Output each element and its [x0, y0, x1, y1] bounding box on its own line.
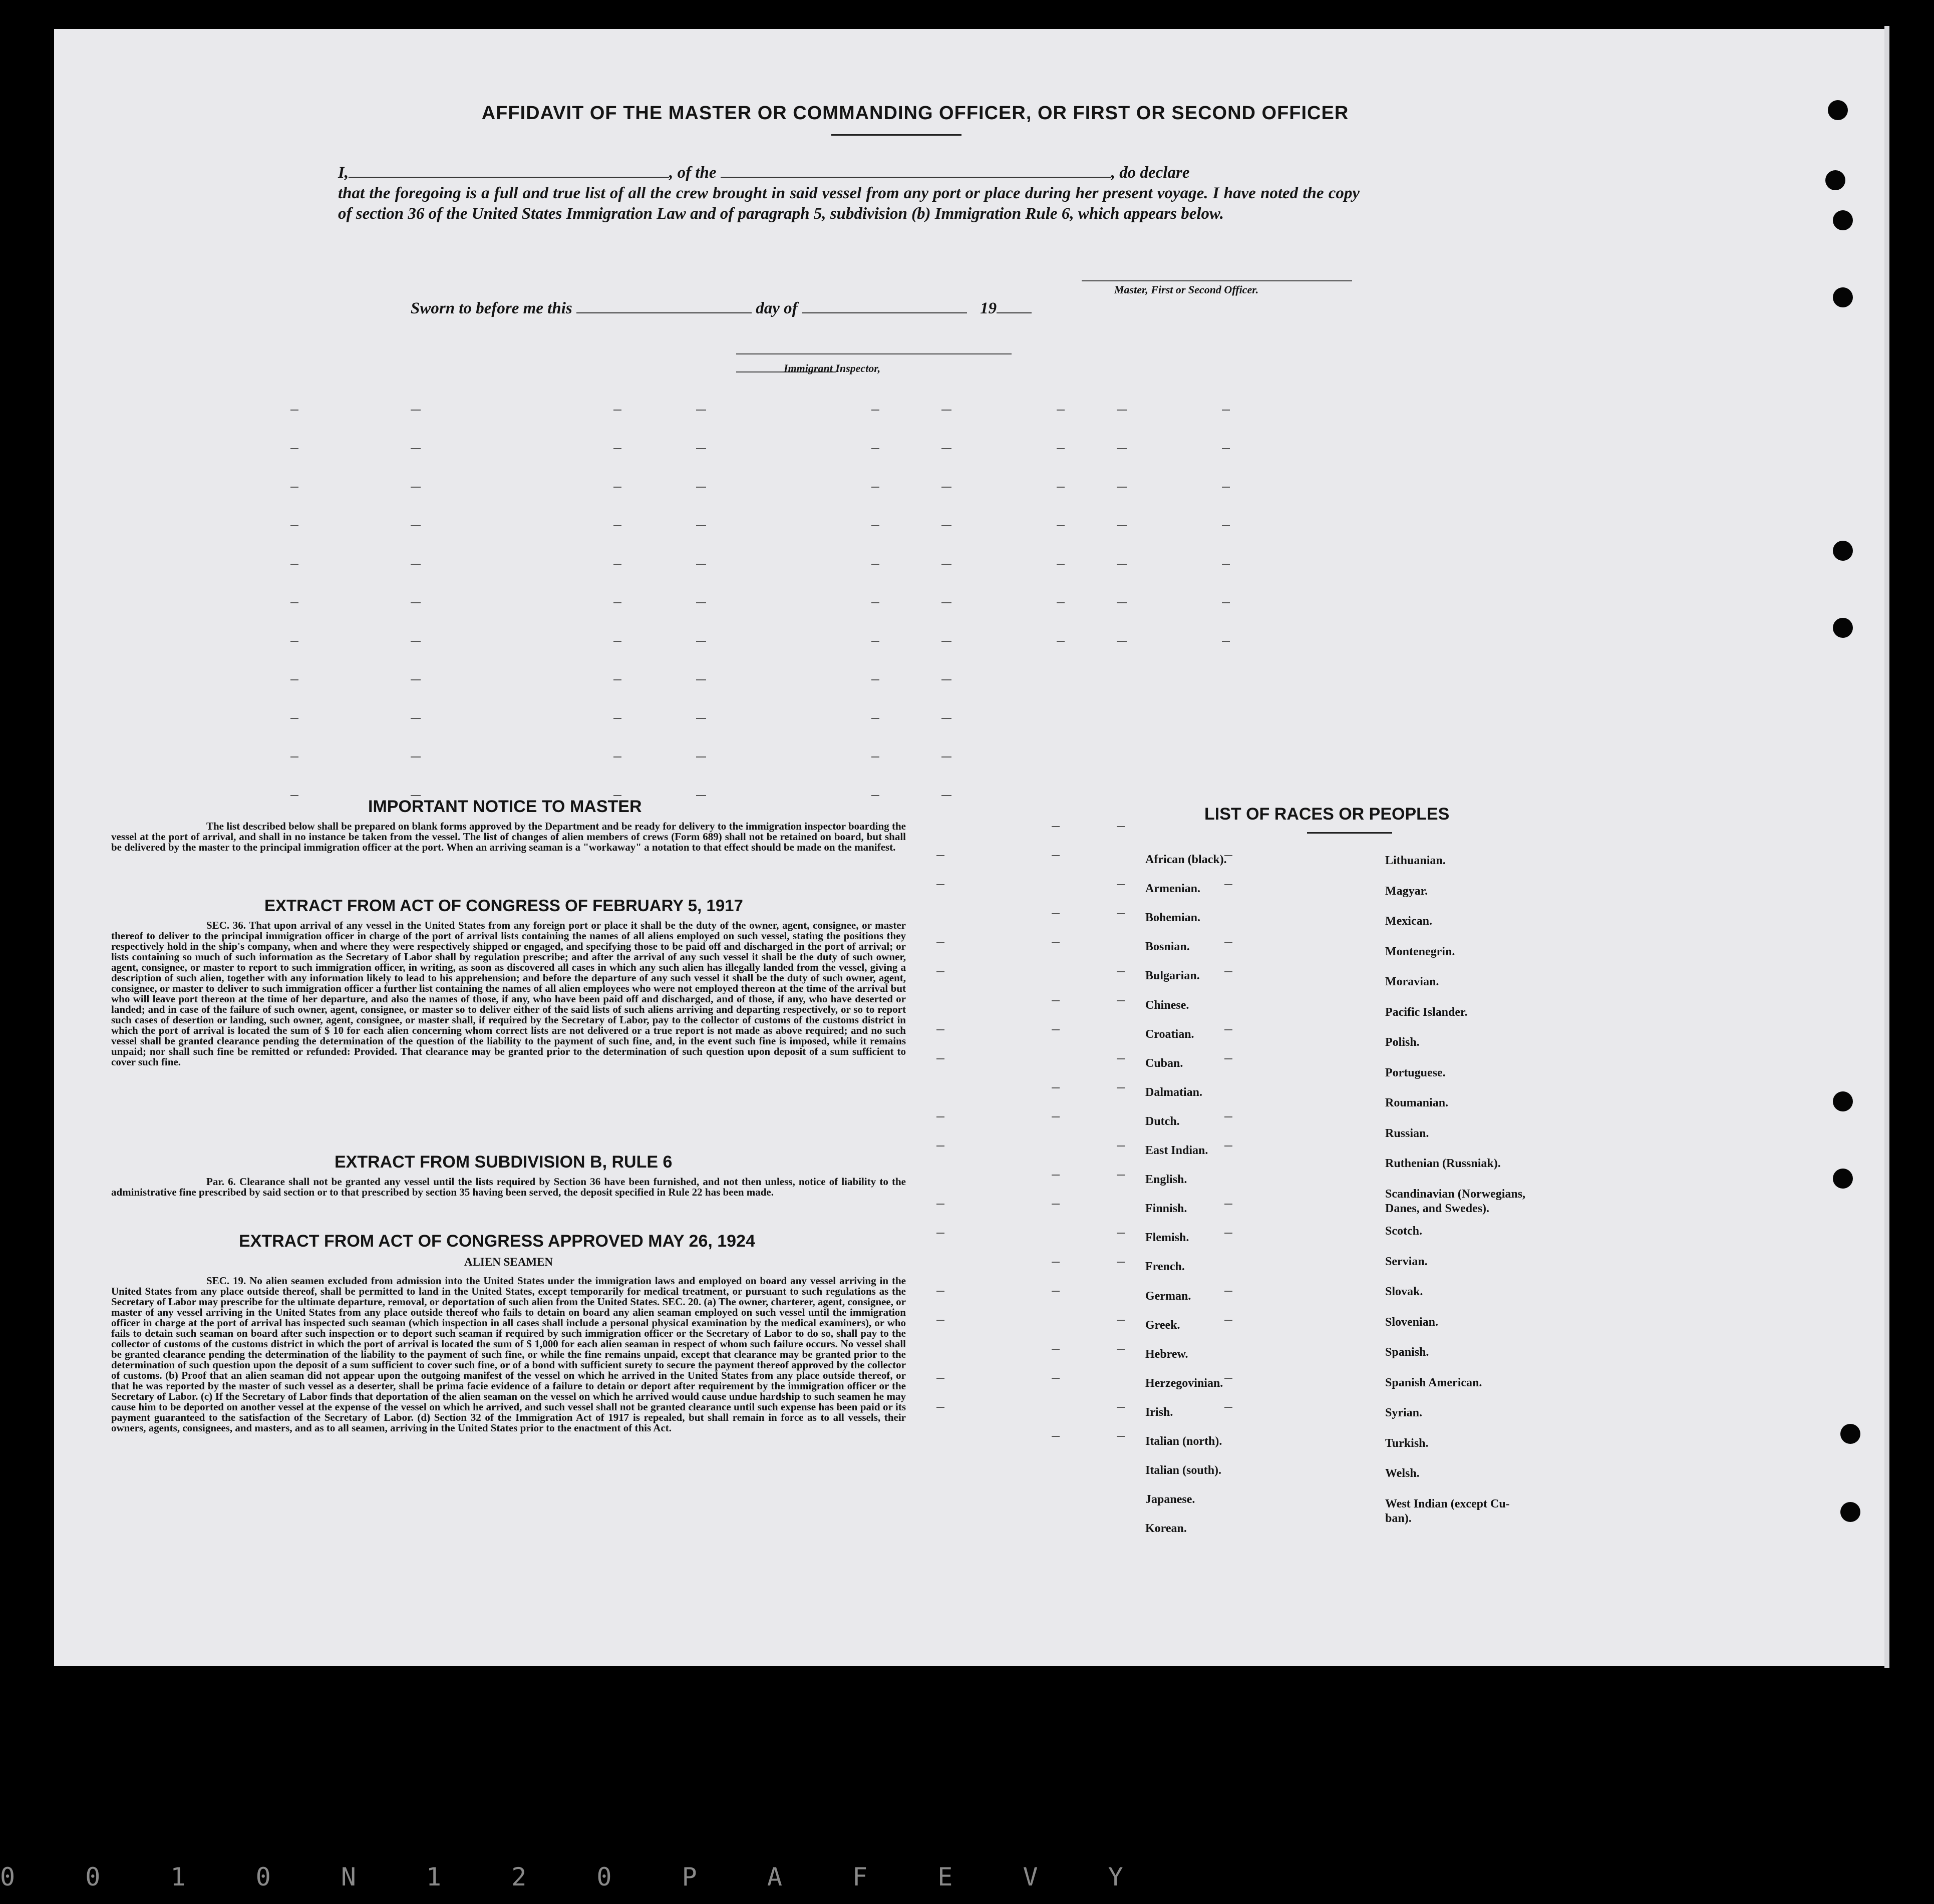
race-item: Dutch. [1145, 1114, 1180, 1128]
race-item: Cuban. [1145, 1056, 1183, 1070]
form-dash [290, 602, 298, 603]
form-dash [941, 679, 951, 680]
race-item: Welsh. [1385, 1467, 1420, 1480]
form-dash [1224, 1204, 1232, 1205]
form-dash [411, 795, 421, 796]
form-dash [1222, 641, 1230, 642]
form-dash [290, 756, 298, 757]
form-dash [1057, 564, 1065, 565]
race-item: Russian. [1385, 1126, 1429, 1140]
form-dash [936, 971, 944, 972]
form-dash [411, 602, 421, 603]
vessel-blank[interactable] [721, 164, 1111, 178]
form-dash [941, 448, 951, 449]
form-dash [290, 410, 298, 411]
race-item: Ruthenian (Russniak). [1385, 1157, 1501, 1170]
race-item: Roumanian. [1385, 1096, 1449, 1109]
form-dash [936, 1378, 944, 1379]
form-dash [871, 448, 879, 449]
form-dash [941, 641, 951, 642]
form-dash [696, 756, 706, 757]
declaration-body: that the foregoing is a full and true list of all the crew brought in said vessel from any port or place during her present voyage. I have noted the copy of section 36 of the United States Immigration Law and of paragraph 5, subdivision (b) Immigration Rule 6, which appears below. [338, 184, 1360, 223]
form-dash [1117, 641, 1127, 642]
notice-title: IMPORTANT NOTICE TO MASTER [368, 797, 642, 816]
form-dash [1117, 564, 1127, 565]
form-dash [871, 718, 879, 719]
form-dash [696, 564, 706, 565]
signature-caption: Master, First or Second Officer. [1114, 283, 1259, 296]
form-dash [411, 718, 421, 719]
form-dash [1117, 487, 1127, 488]
race-item: Bohemian. [1145, 911, 1201, 925]
form-dash [1224, 1320, 1232, 1321]
form-dash [871, 525, 879, 526]
form-dash [613, 525, 621, 526]
form-dash [1052, 1000, 1060, 1001]
race-item: Montenegrin. [1385, 945, 1455, 958]
form-dash [1224, 1233, 1232, 1234]
form-dash [696, 795, 706, 796]
inspector-caption: Immigrant Inspector, [784, 362, 881, 374]
form-dash [411, 487, 421, 488]
race-item: West Indian (except Cu- ban). [1385, 1497, 1510, 1525]
race-item: Scandinavian (Norwegians, Danes, and Swedes). [1385, 1187, 1526, 1215]
form-dash [1052, 942, 1060, 943]
race-item: East Indian. [1145, 1144, 1208, 1157]
form-dash [290, 641, 298, 642]
form-dash [1117, 1058, 1125, 1059]
inspector-line-top [736, 353, 1012, 354]
form-dash [290, 718, 298, 719]
form-dash [1052, 855, 1060, 856]
form-dash [1052, 1436, 1060, 1437]
form-dash [941, 487, 951, 488]
form-dash [936, 1204, 944, 1205]
form-dash [1224, 942, 1232, 943]
form-dash [696, 718, 706, 719]
race-item: Lithuanian. [1385, 854, 1446, 867]
form-dash [1117, 1146, 1125, 1147]
form-dash [936, 942, 944, 943]
extract-rule6-title: EXTRACT FROM SUBDIVISION B, RULE 6 [335, 1153, 673, 1172]
form-dash [1117, 1000, 1125, 1001]
form-dash [1117, 448, 1127, 449]
extract-1924-text: SEC. 19. No alien seamen excluded from admission into the United States under the immigration laws and employed on board any vessel arriving in the United States from any place outside thereof, shall be permitted to land in the United States, except temporarily for medical treatment, or pursuant to such regulations as the Secretary of Labor may prescribe for the ultimate departure, removal, or deportation of such alien from the United States. SEC. 20. (a) The owner, charterer, agent, consignee, or master of any vessel arriving in the United States from any place outside thereof who fails to detain on board any alien seaman employed on such vessel until the immigration officer in charge at the port of arrival has inspected such seaman (which inspection in all cases shall include a personal physical examination by the medical examiners), or who fails to detain such seaman on board after such inspection or to deport such seaman if required by such immigration officer or the Secretary of Labor to do so, shall pay to the collector of customs of the customs district in which the port of arrival is located the sum of $ 1,000 for each alien seaman in respect of whom such failure occurs. No vessel shall be granted clearance pending the determination of the liability to the payment of such fine, or while the fine remains unpaid, except that clearance may be granted prior to the determination of such question upon the deposit of a sum sufficient to cover such fine, or of a bond with sufficient surety to secure the payment thereof approved by the collector of customs. (b) Proof that an alien seaman did not appear upon the outgoing manifest of the vessel on which he arrived in the United States from any place outside thereof, or that he was reported by the master of such vessel as a deserter, shall be prima facie evidence of a failure to detain or deport after requirement by the immigration officer or the Secretary of Labor. (c) If the Secretary of Labor finds that deportation of the alien seaman on the vessel on which he arrived would cause undue hardship to such seamen he may cause him to be deported on another vessel at the expense of the vessel on which he arrived, and such vessel shall not be granted clearance until such expense has been paid or its payment guaranteed to the satisfaction of the Secretary of Labor. (d) Section 32 of the Immigration Act of 1917 is repealed, but shall remain in force as to all vessels, their owners, agents, consignees, and masters, and as to all seamen, arriving in the United States prior to the enactment of this Act. [111, 1275, 906, 1434]
extract-1917-text: SEC. 36. That upon arrival of any vessel in the United States from any foreign port or place it shall be the duty of the owner, agent, consignee, or master thereof to deliver to the principal immigration officer in charge of the port of arrival lists containing the names of all aliens employed on such vessel, stating the positions they respectively hold in the ship's company, when and where they were respectively shipped or engaged, and specifying those to be paid off and discharged in the port of arrival; or lists containing so much of such information as the Secretary of Labor shall by regulation prescribe; and after the arrival of any such vessel it shall be the duty of such owner, agent, consignee, or master to report to such immigration officer, in writing, as soon as discovered all cases in which any such alien has illegally landed from the vessel, giving a description of such alien, together with any information likely to lead to his apprehension; and before the departure of any such vessel it shall be the duty of such owner, agent, consignee, or master to deliver to such immigration officer a further list containing the names of all alien employees who were not employed thereon at the time of the arrival but who will leave port thereon at the time of her departure, and also the names of those, if any, who have been paid off and discharged, and of those, if any, who have deserted or landed; and in case of the failure of such owner, agent, consignee, or master so to deliver either of the said lists of such aliens arriving and departing respectively, or so to report such cases of desertion or landing, such owner, agent, consignee, or master shall, if required by the Secretary of Labor, pay to the collector of customs of the customs district in which the port of arrival is located the sum of $ 10 for each alien concerning whom correct lists are not delivered or a true report is not made as above required; and no such vessel shall be granted clearance pending the determination of the question of the liability to the payment of such fine, and, in the event such fine is imposed, while it remains unpaid; nor shall such fine be remitted or refunded: Provided. That clearance may be granted prior to the determination of such question upon deposit of a sum sufficient to cover such fine. [111, 919, 906, 1068]
race-item: Spanish. [1385, 1346, 1429, 1359]
form-dash [613, 564, 621, 565]
race-item: Italian (south). [1145, 1464, 1222, 1477]
form-dash [1224, 1407, 1232, 1408]
form-dash [1052, 1349, 1060, 1350]
form-dash [1117, 410, 1127, 411]
punch-hole [1833, 541, 1853, 561]
sworn-year: 19 [980, 299, 997, 317]
race-item: Mexican. [1385, 915, 1432, 928]
form-dash [1224, 1291, 1232, 1292]
form-dash [936, 1320, 944, 1321]
form-dash [696, 679, 706, 680]
race-item: Finnish. [1145, 1202, 1187, 1216]
form-dash [871, 410, 879, 411]
form-dash [290, 795, 298, 796]
race-item: Flemish. [1145, 1231, 1189, 1245]
form-dash [1057, 410, 1065, 411]
race-item: Dalmatian. [1145, 1085, 1202, 1099]
races-underline [1307, 832, 1392, 834]
form-dash [411, 410, 421, 411]
punch-hole [1833, 1169, 1853, 1189]
form-dash [411, 564, 421, 565]
form-dash [936, 1407, 944, 1408]
form-dash [1052, 826, 1060, 827]
form-dash [1052, 1116, 1060, 1117]
form-dash [1117, 1320, 1125, 1321]
race-item: Moravian. [1385, 975, 1439, 988]
race-item: Slovenian. [1385, 1315, 1439, 1329]
form-dash [1117, 525, 1127, 526]
form-dash [290, 448, 298, 449]
form-dash [871, 641, 879, 642]
form-dash [290, 679, 298, 680]
form-dash [1117, 1407, 1125, 1408]
race-item: Spanish American. [1385, 1376, 1482, 1389]
race-item: Scotch. [1385, 1225, 1422, 1238]
form-dash [871, 756, 879, 757]
extract-1924-subtitle: ALIEN SEAMEN [464, 1256, 553, 1268]
form-dash [290, 525, 298, 526]
sworn-day-blank[interactable] [576, 299, 752, 313]
extract-rule6-text: Par. 6. Clearance shall not be granted any vessel until the lists required by Section 36 have been furnished, and not then unless, notice of liability to the administrative fine prescribed by said section or to that prescribed by section 35 having been served, the deposit specified in Rule 22 has been made. [111, 1176, 906, 1198]
punch-hole [1833, 1091, 1853, 1111]
sworn-year-blank[interactable] [997, 299, 1032, 313]
form-dash [1222, 564, 1230, 565]
form-dash [871, 602, 879, 603]
extract-1924-title: EXTRACT FROM ACT OF CONGRESS APPROVED MAY 26, 1924 [239, 1232, 755, 1251]
race-item: Japanese. [1145, 1493, 1195, 1506]
form-dash [696, 602, 706, 603]
punch-hole [1825, 170, 1845, 190]
form-dash [1222, 602, 1230, 603]
form-dash [290, 564, 298, 565]
punch-hole [1833, 210, 1853, 230]
form-dash [1057, 602, 1065, 603]
race-item: Greek. [1145, 1318, 1180, 1332]
race-item: Chinese. [1145, 998, 1189, 1012]
form-dash [1224, 1058, 1232, 1059]
form-dash [941, 756, 951, 757]
form-dash [1117, 1087, 1125, 1088]
form-dash [411, 756, 421, 757]
form-dash [411, 525, 421, 526]
notice-text: The list described below shall be prepared on blank forms approved by the Department and be ready for delivery to the immigration inspector boarding the vessel at the port of arrival, and shall in no instance be taken from the vessel. The list of changes of alien members of crews (Form 689) shall not be retained on board, but shall be delivered by the master to the principal immigration officer at the port. When an arriving seaman is a "workaway" a notation to that effect should be made on the manifest. [111, 820, 906, 853]
form-dash [1052, 913, 1060, 914]
race-item: Italian (north). [1145, 1435, 1222, 1448]
form-dash [1052, 1087, 1060, 1088]
form-dash [1052, 1175, 1060, 1176]
punch-hole [1833, 287, 1853, 307]
race-item: Magyar. [1385, 884, 1428, 898]
punch-hole [1828, 100, 1848, 120]
form-dash [1224, 1029, 1232, 1030]
race-item: Bulgarian. [1145, 969, 1200, 983]
form-dash [1052, 1029, 1060, 1030]
affidavit-declaration [338, 163, 1360, 224]
race-item: Pacific Islander. [1385, 1005, 1468, 1019]
races-title: LIST OF RACES OR PEOPLES [1204, 805, 1450, 824]
race-item: Croatian. [1145, 1027, 1194, 1041]
race-item: Bosnian. [1145, 940, 1190, 954]
sworn-month-blank[interactable] [802, 299, 967, 313]
race-item: Herzegovinian. [1145, 1376, 1223, 1390]
race-item: African (black). [1145, 853, 1227, 866]
form-dash [696, 410, 706, 411]
form-dash [1224, 1146, 1232, 1147]
form-dash [696, 525, 706, 526]
form-dash [696, 641, 706, 642]
form-dash [1117, 1262, 1125, 1263]
form-dash [1057, 487, 1065, 488]
form-dash [613, 487, 621, 488]
punch-hole [1840, 1502, 1860, 1522]
sworn-line [411, 299, 1032, 318]
form-dash [1117, 1436, 1125, 1437]
form-dash [936, 1029, 944, 1030]
declaration-start: I, [338, 164, 349, 182]
title-underline [831, 134, 961, 136]
form-dash [1052, 1378, 1060, 1379]
name-blank[interactable] [349, 164, 669, 178]
form-dash [1222, 448, 1230, 449]
form-dash [1057, 525, 1065, 526]
form-dash [290, 487, 298, 488]
signature-line[interactable] [1082, 280, 1352, 281]
race-item: Hebrew. [1145, 1347, 1188, 1361]
form-dash [1222, 525, 1230, 526]
race-item: Servian. [1385, 1255, 1428, 1268]
form-dash [1224, 1116, 1232, 1117]
race-item: Portuguese. [1385, 1066, 1446, 1079]
form-dash [936, 1116, 944, 1117]
form-dash [941, 602, 951, 603]
form-dash [936, 1291, 944, 1292]
form-dash [871, 795, 879, 796]
race-item: Turkish. [1385, 1436, 1429, 1450]
form-dash [1052, 1291, 1060, 1292]
form-dash [411, 641, 421, 642]
affidavit-title: AFFIDAVIT OF THE MASTER OR COMMANDING OFFICER, OR FIRST OR SECOND OFFICER [481, 103, 1349, 124]
extract-1917-title: EXTRACT FROM ACT OF CONGRESS OF FEBRUARY 5, 1917 [264, 896, 743, 915]
race-item: Armenian. [1145, 882, 1200, 896]
form-dash [1057, 641, 1065, 642]
form-dash [613, 448, 621, 449]
form-dash [936, 855, 944, 856]
declaration-end: , do declare [1111, 164, 1190, 182]
form-dash [411, 448, 421, 449]
form-dash [941, 525, 951, 526]
race-item: Polish. [1385, 1036, 1420, 1049]
race-item: English. [1145, 1173, 1187, 1187]
form-dash [1117, 826, 1125, 827]
form-dash [1224, 971, 1232, 972]
punch-hole [1840, 1424, 1860, 1444]
form-dash [1222, 487, 1230, 488]
race-item: Syrian. [1385, 1406, 1423, 1419]
form-dash [613, 795, 621, 796]
form-dash [1117, 1349, 1125, 1350]
form-dash [871, 487, 879, 488]
form-dash [941, 410, 951, 411]
form-dash [1222, 410, 1230, 411]
form-dash [613, 410, 621, 411]
form-dash [936, 884, 944, 885]
form-dash [411, 679, 421, 680]
form-dash [1052, 1204, 1060, 1205]
form-dash [613, 679, 621, 680]
form-dash [936, 1058, 944, 1059]
form-dash [1052, 1262, 1060, 1263]
punch-hole [1833, 618, 1853, 638]
declaration-mid: , of the [669, 164, 717, 182]
form-dash [871, 564, 879, 565]
form-dash [1057, 448, 1065, 449]
form-dash [936, 1233, 944, 1234]
form-dash [613, 602, 621, 603]
form-dash [1224, 884, 1232, 885]
race-item: Slovak. [1385, 1285, 1423, 1298]
form-dash [613, 718, 621, 719]
form-dash [1117, 971, 1125, 972]
race-item: French. [1145, 1260, 1185, 1274]
form-dash [1117, 913, 1125, 914]
race-item: Irish. [1145, 1405, 1173, 1419]
form-dash [613, 641, 621, 642]
form-dash [1117, 602, 1127, 603]
page-edge [1884, 26, 1889, 1668]
form-dash [936, 1146, 944, 1147]
sworn-day-label: day of [756, 299, 798, 317]
film-edge-text: 0 0 1 0 N 1 2 0 P A F E V Y [0, 1862, 1151, 1891]
form-dash [941, 564, 951, 565]
form-dash [696, 448, 706, 449]
race-item: German. [1145, 1289, 1191, 1303]
form-dash [1117, 1175, 1125, 1176]
race-item: Korean. [1145, 1522, 1187, 1536]
form-dash [941, 718, 951, 719]
sworn-prefix: Sworn to before me this [411, 299, 572, 317]
form-dash [871, 679, 879, 680]
form-dash [1117, 1233, 1125, 1234]
form-dash [1117, 884, 1125, 885]
form-dash [1224, 1378, 1232, 1379]
form-dash [941, 795, 951, 796]
form-dash [696, 487, 706, 488]
form-dash [613, 756, 621, 757]
